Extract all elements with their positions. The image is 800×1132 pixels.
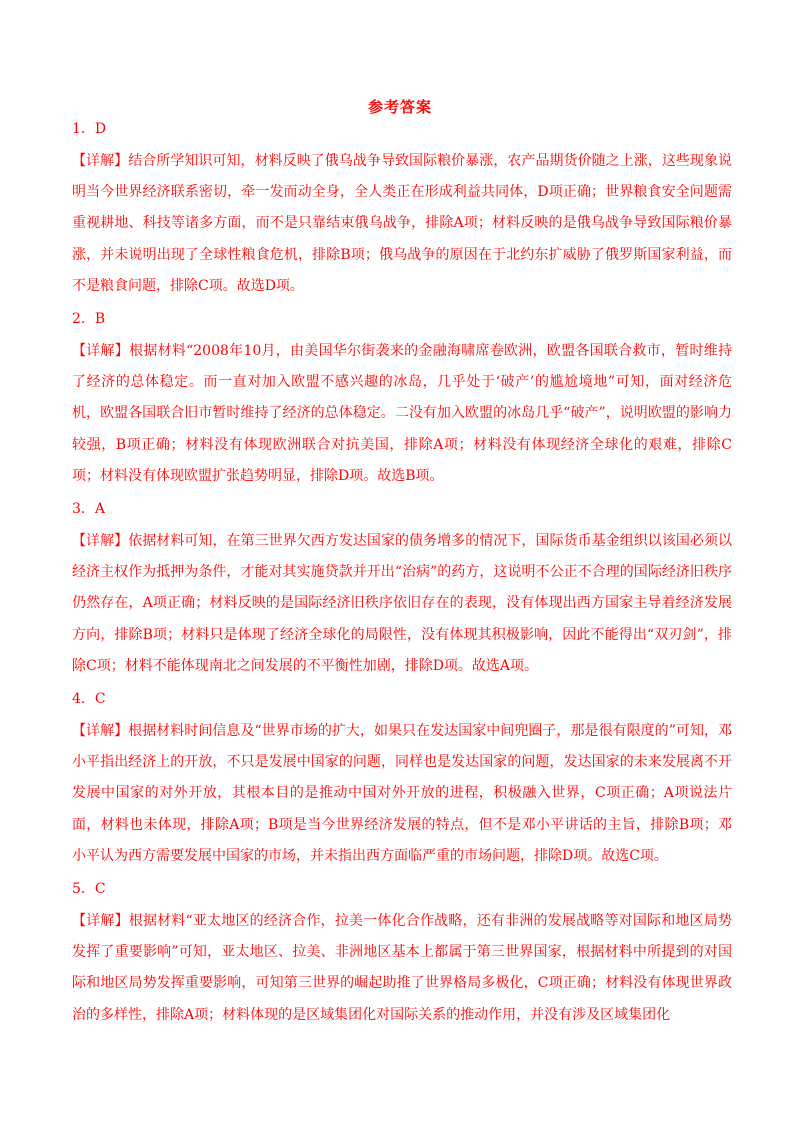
explanation-paragraph xyxy=(72,336,732,492)
explanation-paragraph xyxy=(72,526,732,682)
answer-item-2 xyxy=(72,308,732,492)
answer-item-3 xyxy=(72,498,732,682)
explanation-text: 根据材料“亚太地区的经济合作，拉美一体化合作战略，还有非洲的发展战略等对国际和地区局势发挥了重要影响”可知，亚太地区、拉美、非洲地区基本上都属于第三世界国家，根据材料中所提到的对国际和地区局势发挥重要影响，可知第三世界的崛起助推了世界格局多极化，C项正确；材料没有体现世界政治的多样性，排除A项；材料体现的是区域集团化对国际关系的推动作用，并没有涉及区域集团化 xyxy=(72,913,733,1023)
answer-item-1 xyxy=(72,118,732,302)
explanation-paragraph xyxy=(72,146,732,302)
explanation-text: 根据材料时间信息及“世界市场的扩大，如果只在发达国家中间兜圈子，那是很有限度的”可知，邓小平指出经济上的开放，不只是发展中国家的问题，同样也是发达国家的问题，发达国家的未来发展离不开发展中国家的对外开放，其根本目的是推动中国对外开放的进程，积极融入世界，C项正确；A项说法片面，材料也未体现，排除A项；B项是当今世界经济发展的特点，但不是邓小平讲话的主旨，排除B项；邓小平认为西方需要发展中国家的市场，并未指出西方面临严重的市场问题，排除D项。故选C项。 xyxy=(72,723,733,864)
answer-number: 5．C xyxy=(72,881,106,898)
answer-list xyxy=(72,118,732,1037)
detail-tag: 【详解】 xyxy=(72,913,129,930)
detail-tag: 【详解】 xyxy=(72,723,129,740)
explanation-text: 结合所学知识可知，材料反映了俄乌战争导致国际粮价暴涨，农产品期货价随之上涨，这些现象说明当今世界经济联系密切，牵一发而动全身，全人类正在形成利益共同体，D项正确；世界粮食安全问题需重视耕地、科技等诸多方面，而不是只靠结束俄乌战争，排除A项；材料反映的是俄乌战争导致国际粮价暴涨，并未说明出现了全球性粮食危机，排除B项；俄乌战争的原因在于北约东扩威胁了俄罗斯国家利益，而不是粮食问题，排除C项。故选D项。 xyxy=(72,153,733,294)
answer-item-5 xyxy=(72,878,732,1031)
answer-number: 2．B xyxy=(72,311,106,328)
answer-number: 4．C xyxy=(72,691,106,708)
explanation-paragraph xyxy=(72,906,732,1031)
detail-tag: 【详解】 xyxy=(72,533,129,550)
answer-item-4 xyxy=(72,688,732,872)
detail-tag: 【详解】 xyxy=(72,153,129,169)
explanation-text: 根据材料“2008年10月，由美国华尔街袭来的金融海啸席卷欧洲，欧盟各国联合救市，暂时维持了经济的总体稳定。而一直对加入欧盟不感兴趣的冰岛，几乎处于‘破产’的尴尬境地”可知，面对经济危机，欧盟各国联合旧市暂时维持了经济的总体稳定。二没有加入欧盟的冰岛几乎“破产”，说明欧盟的影响力较强，B项正确；材料没有体现欧洲联合对抗美国，排除A项；材料没有体现经济全球化的艰难，排除C项；材料没有体现欧盟扩张趋势明显，排除D项。故选B项。 xyxy=(72,343,732,484)
answer-number: 1．D xyxy=(72,121,107,137)
explanation-text: 依据材料可知，在第三世界欠西方发达国家的债务增多的情况下，国际货币基金组织以该国必须以经济主权作为抵押为条件，才能对其实施贷款并开出“治病”的药方，这说明不公正不合理的国际经济旧秩序仍然存在，A项正确；材料反映的是国际经济旧秩序依旧存在的表现，没有体现出西方国家主导着经济发展方向，排除B项；材料只是体现了经济全球化的局限性，没有体现其积极影响，因此不能得出“双刃剑”，排除C项；材料不能体现南北之间发展的不平衡性加剧，排除D项。故选A项。 xyxy=(72,533,733,674)
answer-number: 3．A xyxy=(72,501,106,518)
explanation-paragraph xyxy=(72,716,732,872)
detail-tag: 【详解】 xyxy=(72,343,130,360)
page-title: 参考答案 xyxy=(367,98,432,116)
